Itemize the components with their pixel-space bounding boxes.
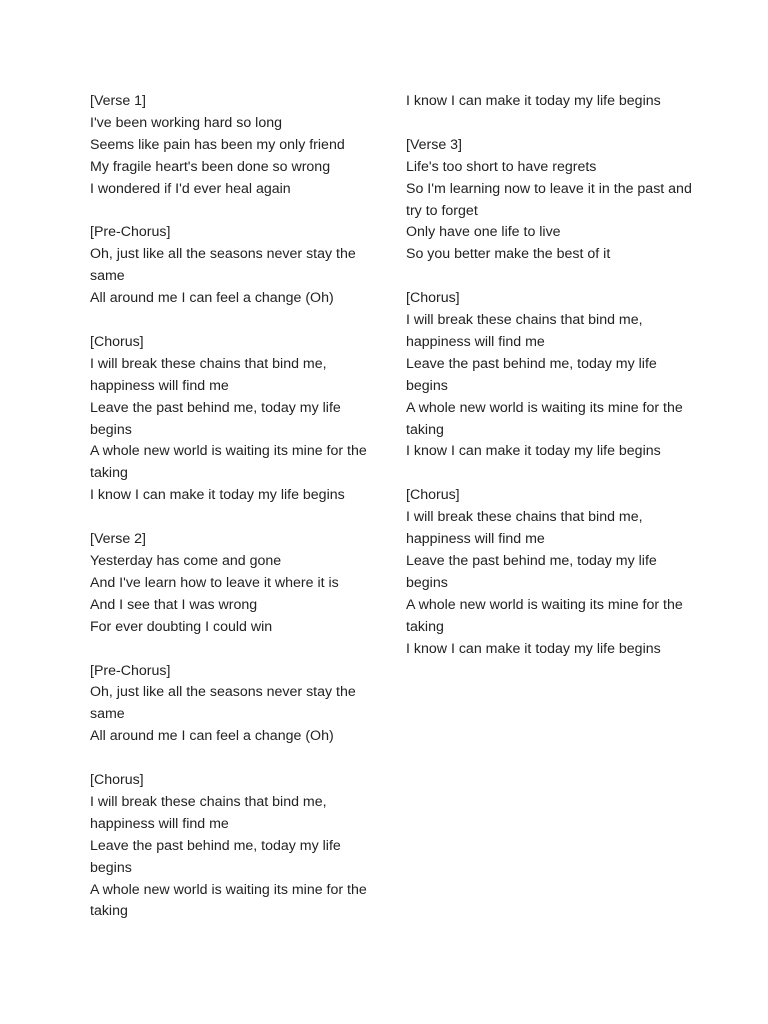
stanza-gap	[90, 507, 380, 529]
stanza-gap	[406, 463, 696, 485]
lyric-line: A whole new world is waiting its mine for the taking	[406, 596, 683, 635]
lyric-line: I know I can make it today my life begins	[406, 443, 661, 460]
section-heading: [Verse 2]	[90, 531, 146, 548]
section-heading: [Chorus]	[90, 333, 144, 350]
lyric-line: So you better make the best of it	[406, 246, 611, 263]
section-heading: [Chorus]	[406, 487, 460, 504]
stanza-gap	[90, 201, 380, 223]
lyric-line: All around me I can feel a change (Oh)	[90, 290, 334, 307]
lyric-line: I've been working hard so long	[90, 114, 282, 131]
section-heading: [Chorus]	[406, 290, 460, 307]
stanza-gap	[406, 266, 696, 288]
lyric-line: So I'm learning now to leave it in the past and try to forget	[406, 180, 692, 219]
lyric-line: All around me I can feel a change (Oh)	[90, 728, 334, 745]
section-heading: [Verse 3]	[406, 136, 462, 153]
lyric-line: I wondered if I'd ever heal again	[90, 180, 291, 197]
lyric-line: Oh, just like all the seasons never stay the same	[90, 684, 356, 723]
lyric-line: For ever doubting I could win	[90, 618, 273, 635]
lyric-line: And I've learn how to leave it where it is	[90, 574, 339, 591]
lyric-line: Leave the past behind me, today my life begins	[90, 837, 341, 876]
lyric-line: Yesterday has come and gone	[90, 552, 282, 569]
lyric-line: I will break these chains that bind me, happiness will find me	[90, 355, 327, 394]
section-heading: [Pre-Chorus]	[90, 662, 171, 679]
lyric-line: Life's too short to have regrets	[406, 158, 597, 175]
lyric-line: Oh, just like all the seasons never stay the same	[90, 246, 356, 285]
lyric-line: I know I can make it today my life begins	[406, 93, 661, 109]
lyric-line: A whole new world is waiting its mine for the taking	[90, 881, 367, 920]
section-heading: [Verse 1]	[90, 93, 146, 109]
lyric-line: I know I can make it today my life begins	[90, 487, 345, 504]
lyric-line: My fragile heart's been done so wrong	[90, 158, 331, 175]
lyric-line: I know I can make it today my life begins	[406, 640, 661, 657]
lyric-line: Seems like pain has been my only friend	[90, 136, 345, 153]
lyric-line: I will break these chains that bind me, happiness will find me	[90, 793, 327, 832]
stanza-gap	[90, 310, 380, 332]
lyric-line: A whole new world is waiting its mine for the taking	[90, 443, 367, 482]
lyric-line: I will break these chains that bind me, happiness will find me	[406, 312, 643, 350]
lyric-line: Leave the past behind me, today my life begins	[406, 355, 657, 394]
lyric-line: Leave the past behind me, today my life begins	[90, 399, 341, 438]
lyrics-column-right	[406, 91, 696, 661]
stanza-gap	[406, 113, 696, 135]
lyric-line: And I see that I was wrong	[90, 596, 258, 613]
section-heading: [Chorus]	[90, 772, 144, 789]
stanza-gap	[90, 748, 380, 770]
lyric-line: Only have one life to live	[406, 224, 561, 241]
stanza-gap	[90, 639, 380, 661]
lyric-line: I will break these chains that bind me, happiness will find me	[406, 509, 643, 548]
lyrics-column-left	[90, 91, 380, 923]
section-heading: [Pre-Chorus]	[90, 224, 171, 241]
lyric-line: A whole new world is waiting its mine for the taking	[406, 399, 683, 438]
lyric-line: Leave the past behind me, today my life begins	[406, 552, 657, 591]
